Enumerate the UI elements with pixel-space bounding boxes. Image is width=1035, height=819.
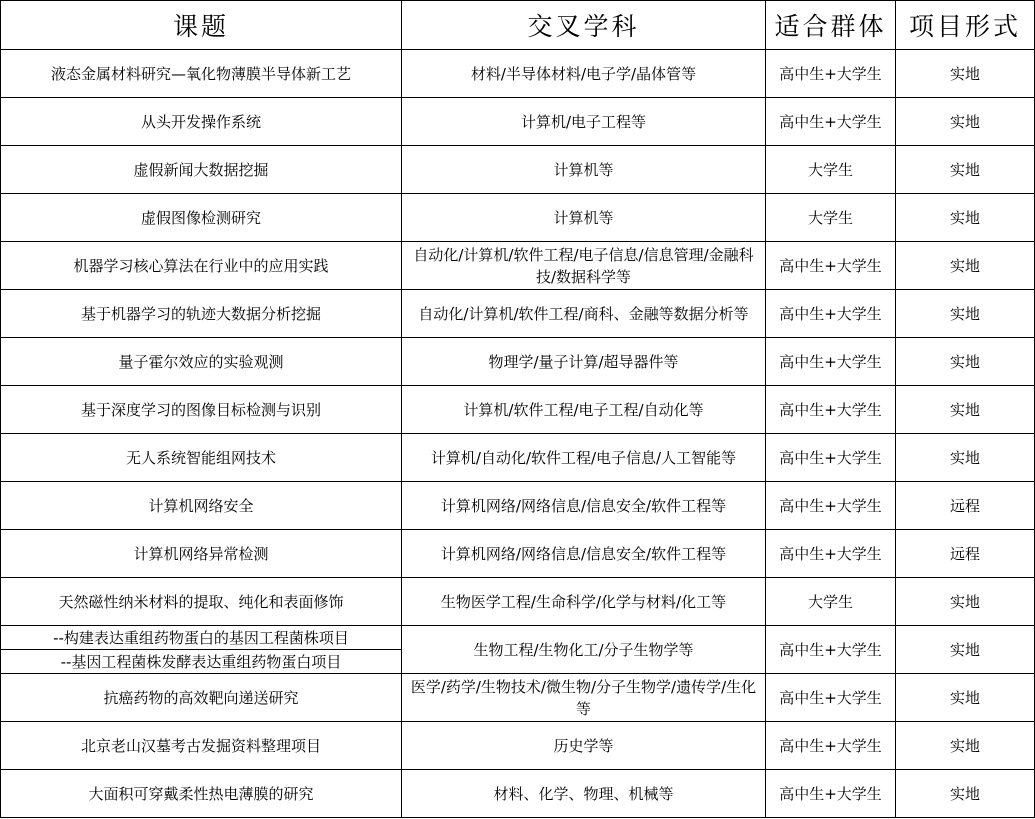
table-row <box>1 338 1035 386</box>
audience-cell: 高中生+大学生 <box>766 434 896 482</box>
discipline-cell: 自动化/计算机/软件工程/电子信息/信息管理/金融科技/数据科学等 <box>402 242 766 290</box>
format-cell: 实地 <box>896 50 1035 98</box>
format-cell: 实地 <box>896 386 1035 434</box>
discipline-cell: 材料/半导体材料/电子学/晶体管等 <box>402 50 766 98</box>
format-cell: 实地 <box>896 338 1035 386</box>
format-cell: 实地 <box>896 770 1035 818</box>
topic-cell: --构建表达重组药物蛋白的基因工程菌株项目 <box>1 626 402 650</box>
discipline-cell: 材料、化学、物理、机械等 <box>402 770 766 818</box>
audience-cell: 高中生+大学生 <box>766 338 896 386</box>
topic-cell: 虚假新闻大数据挖掘 <box>1 146 402 194</box>
table-row <box>1 482 1035 530</box>
discipline-cell: 计算机/软件工程/电子工程/自动化等 <box>402 386 766 434</box>
format-cell: 实地 <box>896 722 1035 770</box>
header-format: 项目形式 <box>896 1 1035 50</box>
audience-cell: 高中生+大学生 <box>766 50 896 98</box>
format-cell: 远程 <box>896 530 1035 578</box>
table-row <box>1 434 1035 482</box>
table-row <box>1 194 1035 242</box>
topic-cell: --基因工程菌株发酵表达重组药物蛋白项目 <box>1 650 402 674</box>
table-row <box>1 626 1035 650</box>
topic-cell: 量子霍尔效应的实验观测 <box>1 338 402 386</box>
format-cell: 实地 <box>896 578 1035 626</box>
table-row <box>1 722 1035 770</box>
table-row <box>1 578 1035 626</box>
topic-cell: 大面积可穿戴柔性热电薄膜的研究 <box>1 770 402 818</box>
audience-cell: 高中生+大学生 <box>766 626 896 674</box>
discipline-cell: 计算机网络/网络信息/信息安全/软件工程等 <box>402 530 766 578</box>
format-cell: 实地 <box>896 242 1035 290</box>
audience-cell: 高中生+大学生 <box>766 386 896 434</box>
topic-cell: 抗癌药物的高效靶向递送研究 <box>1 674 402 722</box>
discipline-cell: 生物工程/生物化工/分子生物学等 <box>402 626 766 674</box>
topic-cell: 液态金属材料研究—氧化物薄膜半导体新工艺 <box>1 50 402 98</box>
table-row <box>1 530 1035 578</box>
audience-cell: 高中生+大学生 <box>766 530 896 578</box>
audience-cell: 高中生+大学生 <box>766 770 896 818</box>
discipline-cell: 计算机网络/网络信息/信息安全/软件工程等 <box>402 482 766 530</box>
audience-cell: 高中生+大学生 <box>766 98 896 146</box>
table-row <box>1 386 1035 434</box>
topic-cell: 从头开发操作系统 <box>1 98 402 146</box>
format-cell: 实地 <box>896 626 1035 674</box>
discipline-cell: 计算机等 <box>402 194 766 242</box>
topic-cell: 计算机网络异常检测 <box>1 530 402 578</box>
audience-cell: 大学生 <box>766 578 896 626</box>
table-row <box>1 290 1035 338</box>
format-cell: 实地 <box>896 98 1035 146</box>
audience-cell: 高中生+大学生 <box>766 482 896 530</box>
audience-cell: 高中生+大学生 <box>766 242 896 290</box>
discipline-cell: 计算机等 <box>402 146 766 194</box>
table-row <box>1 146 1035 194</box>
discipline-cell: 自动化/计算机/软件工程/商科、金融等数据分析等 <box>402 290 766 338</box>
audience-cell: 高中生+大学生 <box>766 722 896 770</box>
format-cell: 实地 <box>896 146 1035 194</box>
table-row <box>1 98 1035 146</box>
table-row <box>1 770 1035 818</box>
audience-cell: 大学生 <box>766 194 896 242</box>
topic-cell: 北京老山汉墓考古发掘资料整理项目 <box>1 722 402 770</box>
discipline-cell: 计算机/自动化/软件工程/电子信息/人工智能等 <box>402 434 766 482</box>
audience-cell: 高中生+大学生 <box>766 290 896 338</box>
format-cell: 实地 <box>896 194 1035 242</box>
format-cell: 实地 <box>896 434 1035 482</box>
table-row <box>1 674 1035 722</box>
discipline-cell: 物理学/量子计算/超导器件等 <box>402 338 766 386</box>
format-cell: 实地 <box>896 674 1035 722</box>
discipline-cell: 计算机/电子工程等 <box>402 98 766 146</box>
audience-cell: 高中生+大学生 <box>766 674 896 722</box>
format-cell: 实地 <box>896 290 1035 338</box>
audience-cell: 大学生 <box>766 146 896 194</box>
discipline-cell: 医学/药学/生物技术/微生物/分子生物学/遗传学/生化等 <box>402 674 766 722</box>
header-row <box>1 1 1035 50</box>
topic-cell: 基于机器学习的轨迹大数据分析挖掘 <box>1 290 402 338</box>
discipline-cell: 历史学等 <box>402 722 766 770</box>
topic-cell: 计算机网络安全 <box>1 482 402 530</box>
topic-cell: 基于深度学习的图像目标检测与识别 <box>1 386 402 434</box>
topic-cell: 天然磁性纳米材料的提取、纯化和表面修饰 <box>1 578 402 626</box>
topic-cell: 虚假图像检测研究 <box>1 194 402 242</box>
header-discipline: 交叉学科 <box>402 1 766 50</box>
topic-cell: 无人系统智能组网技术 <box>1 434 402 482</box>
format-cell: 远程 <box>896 482 1035 530</box>
discipline-cell: 生物医学工程/生命科学/化学与材料/化工等 <box>402 578 766 626</box>
table-row <box>1 242 1035 290</box>
header-audience: 适合群体 <box>766 1 896 50</box>
table-row <box>1 50 1035 98</box>
topic-cell: 机器学习核心算法在行业中的应用实践 <box>1 242 402 290</box>
header-topic: 课题 <box>1 1 402 50</box>
